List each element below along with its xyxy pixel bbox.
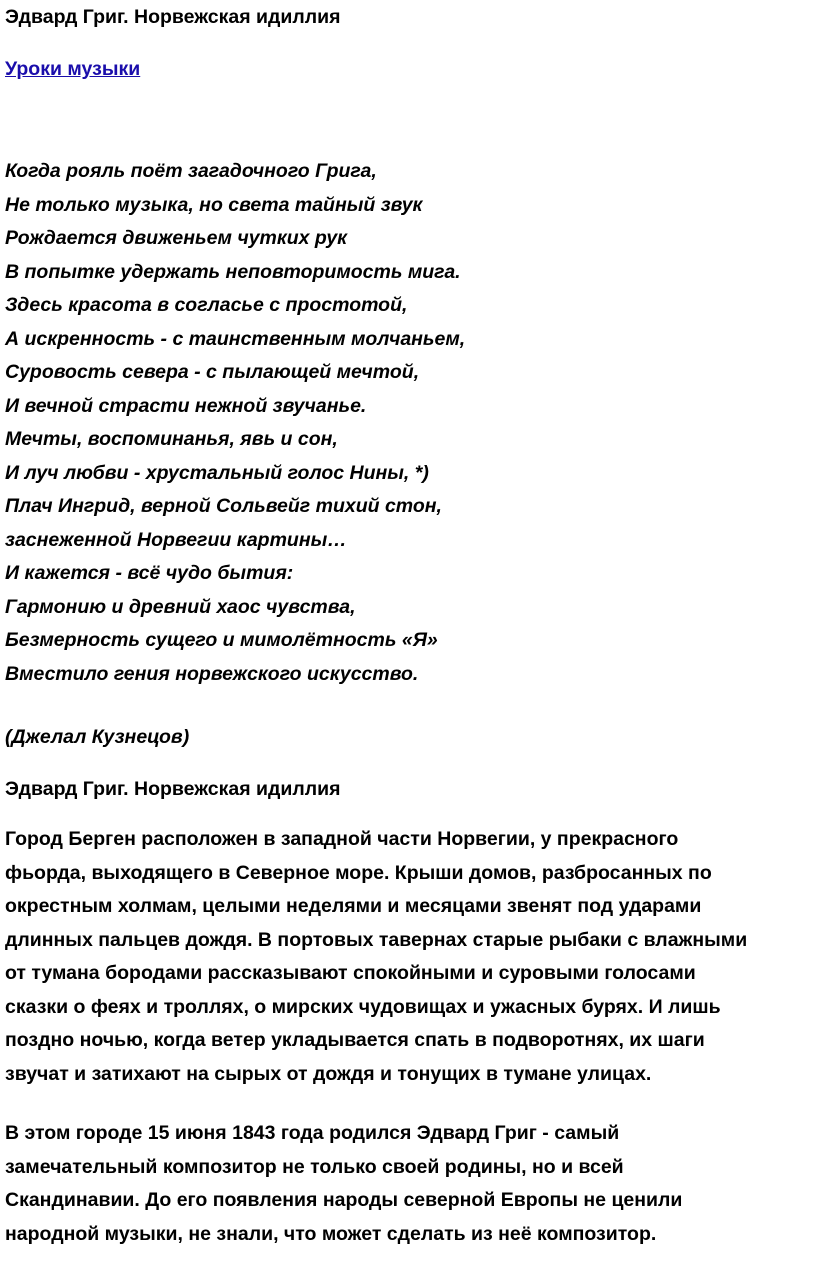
paragraph-line: поздно ночью, когда ветер укладывается спать в подворотнях, их шаги <box>5 1029 705 1051</box>
paragraph-line: от тумана бородами рассказывают спокойными и суровыми голосами <box>5 962 696 984</box>
poem-line: Вместило гения норвежского искусство. <box>5 662 419 685</box>
paragraph-line: Скандинавии. До его появления народы северной Европы не ценили <box>5 1189 683 1211</box>
paragraph-bergen <box>5 823 813 1091</box>
poem-author: (Джелал Кузнецов) <box>5 726 190 748</box>
page-title: Эдвард Григ. Норвежская идиллия <box>5 6 341 28</box>
paragraph-birth <box>5 1117 813 1251</box>
poem-line: Когда рояль поёт загадочного Грига, <box>5 160 377 182</box>
poem-line: Безмерность сущего и мимолётность «Я» <box>5 629 438 651</box>
poem-line: Рождается движеньем чутких рук <box>5 227 348 249</box>
paragraph-line: сказки о феях и троллях, о мирских чудовищах и ужасных бурях. И лишь <box>5 995 721 1018</box>
paragraph-line: Город Берген расположен в западной части Норвегии, у прекрасного <box>5 828 679 850</box>
poem-line: И вечной страсти нежной звучанье. <box>5 394 367 417</box>
poem-line: Плач Ингрид, верной Сольвейг тихий стон, <box>5 495 442 517</box>
paragraph-line: окрестным холмам, целыми неделями и месяцами звенят под ударами <box>5 895 702 917</box>
poem-line: Суровость севера - с пылающей мечтой, <box>5 361 420 383</box>
poem-line: И луч любви - хрустальный голос Нины, *) <box>5 461 429 484</box>
poem-line: Не только музыка, но света тайный звук <box>5 193 423 216</box>
poem <box>5 155 465 691</box>
paragraph-line: В этом городе 15 июня 1843 года родился Эдвард Григ - самый <box>5 1122 620 1144</box>
section-title: Эдвард Григ. Норвежская идиллия <box>5 778 341 800</box>
poem-line: Мечты, воспоминанья, явь и сон, <box>5 428 338 450</box>
poem-line: Гармонию и древний хаос чувства, <box>5 595 356 618</box>
music-lessons-link[interactable]: Уроки музыки <box>5 58 141 80</box>
poem-line: А искренность - с таинственным молчаньем, <box>5 327 466 350</box>
poem-line: Здесь красота в согласье с простотой, <box>5 294 408 316</box>
poem-line: И кажется - всё чудо бытия: <box>5 562 294 584</box>
paragraph-line: замечательный композитор не только своей родины, но и всей <box>5 1155 624 1178</box>
poem-line: заснеженной Норвегии картины… <box>5 528 347 551</box>
paragraph-line: фьорда, выходящего в Северное море. Крыши домов, разбросанных по <box>5 861 712 884</box>
paragraph-line: длинных пальцев дождя. В портовых тавернах старые рыбаки с влажными <box>5 928 748 951</box>
paragraph-line: народной музыки, не знали, что может сделать из неё композитор. <box>5 1222 657 1245</box>
poem-line: В попытке удержать неповторимость мига. <box>5 260 461 283</box>
paragraph-line: звучат и затихают на сырых от дождя и тонущих в тумане улицах. <box>5 1062 652 1085</box>
